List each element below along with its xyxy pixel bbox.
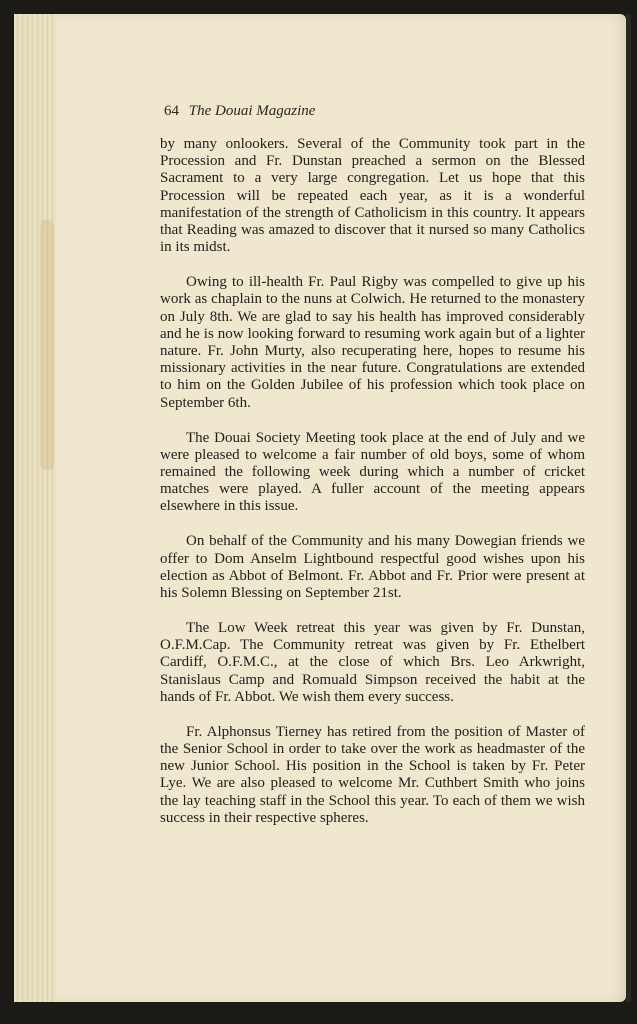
paragraph-tierney: Fr. Alphonsus Tierney has retired from the position of Master of the Senior School in order to take over the work as headmaster of the new Junior School. His position in the School is taken by Fr. Peter Lye. We are also pleased to welcome Mr. Cuthbert Smith who joins the lay teaching staff in the School this year. To each of them we wish success in their respective spheres. [160, 723, 585, 826]
paragraph-lightbound: On behalf of the Community and his many Dowegian friends we offer to Dom Anselm Lightbound respectful good wishes upon his election as Abbot of Belmont. Fr. Abbot and Fr. Prior were present at his Solemn Blessing on September 21st. [160, 533, 585, 602]
page-number: 64 [164, 103, 179, 119]
paragraph-douai-society: The Douai Society Meeting took place at the end of July and we were pleased to welcome a fair number of old boys, some of whom remained the following week during which a number of cricket matches were played. A fuller account of the meeting appears elsewhere in this issue. [160, 429, 585, 515]
page-edges [14, 14, 56, 1002]
body-text [160, 136, 585, 845]
paper-stain [40, 220, 54, 470]
paragraph-rigby: Owing to ill-health Fr. Paul Rigby was compelled to give up his work as chaplain to the nuns at Colwich. He returned to the monastery on July 8th. We are glad to say his health has improved considerably and he is now looking forward to resuming work again but of a lighter nature. Fr. John Murty, also recuperating here, hopes to resume his missionary activities in the near future. Congratulations are extended to him on the Golden Jubilee of his profession which took place on September 6th. [160, 274, 585, 411]
book-cover-edge [626, 14, 631, 1002]
running-title: The Douai Magazine [188, 103, 316, 119]
running-header [164, 103, 315, 120]
paragraph-retreat: The Low Week retreat this year was given by Fr. Dunstan, O.F.M.Cap. The Community retreat was given by Fr. Ethelbert Cardiff, O.F.M.C., at the close of which Brs. Leo Arkwright, Stanislaus Camp and Romuald Simpson received the habit at the hands of Fr. Abbot. We wish them every success. [160, 620, 585, 705]
paragraph-procession: by many onlookers. Several of the Community took part in the Procession and Fr. Dunstan preached a sermon on the Blessed Sacrament to a very large congregation. Let us hope that this Procession will be repeated each year, as it is a wonderful manifestation of the strength of Catholicism in this country. It appears that Reading was amazed to discover that it nursed so many Catholics in its midst. [160, 136, 585, 256]
